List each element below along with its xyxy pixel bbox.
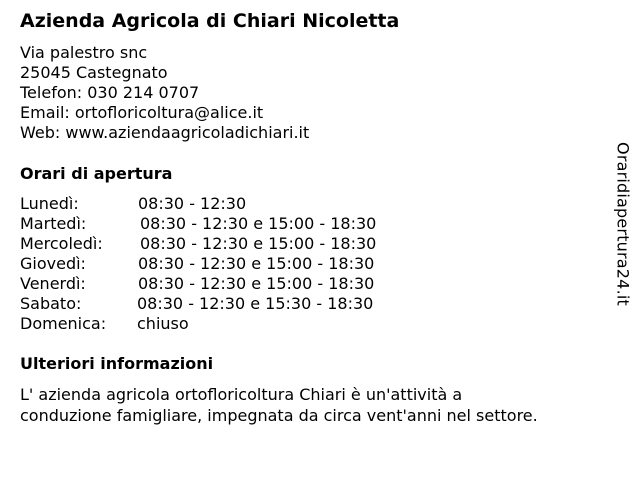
day-hours: 08:30 - 12:30 e 15:00 - 18:30: [140, 214, 377, 233]
day-label: Martedì:: [20, 214, 87, 233]
day-label: Domenica:: [20, 314, 107, 333]
day-hours: 08:30 - 12:30: [138, 194, 247, 213]
opening-hours-heading: Orari di apertura: [20, 164, 173, 183]
day-label: Sabato:: [20, 294, 82, 313]
day-label: Lunedì:: [20, 194, 79, 213]
day-hours: 08:30 - 12:30 e 15:00 - 18:30: [138, 254, 375, 273]
address-block: [20, 43, 309, 143]
day-hours: 08:30 - 12:30 e 15:00 - 18:30: [140, 234, 377, 253]
website-line: Web: www.aziendaagricoladichiari.it: [20, 123, 310, 142]
site-watermark: Oraridiapertura24.it: [613, 142, 633, 306]
day-label: Giovedì:: [20, 254, 86, 273]
phone-line: Telefon: 030 214 0707: [20, 83, 200, 102]
page-title: Azienda Agricola di Chiari Nicoletta: [20, 10, 400, 32]
day-hours: 08:30 - 12:30 e 15:00 - 18:30: [138, 274, 375, 293]
additional-info-heading: Ulteriori informazioni: [20, 354, 214, 373]
day-label: Mercoledì:: [20, 234, 103, 253]
postal-city: 25045 Castegnato: [20, 63, 168, 82]
description-line: L' azienda agricola ortofloricoltura Chiari è un'attività a: [20, 385, 463, 404]
description-line: conduzione famigliare, impegnata da circa vent'anni nel settore.: [20, 406, 538, 425]
email-line: Email: ortofloricoltura@alice.it: [20, 103, 264, 122]
day-hours: chiuso: [137, 314, 189, 333]
day-hours: 08:30 - 12:30 e 15:30 - 18:30: [137, 294, 374, 313]
street-address: Via palestro snc: [20, 43, 148, 62]
day-label: Venerdì:: [20, 274, 86, 293]
business-description: [20, 384, 600, 426]
